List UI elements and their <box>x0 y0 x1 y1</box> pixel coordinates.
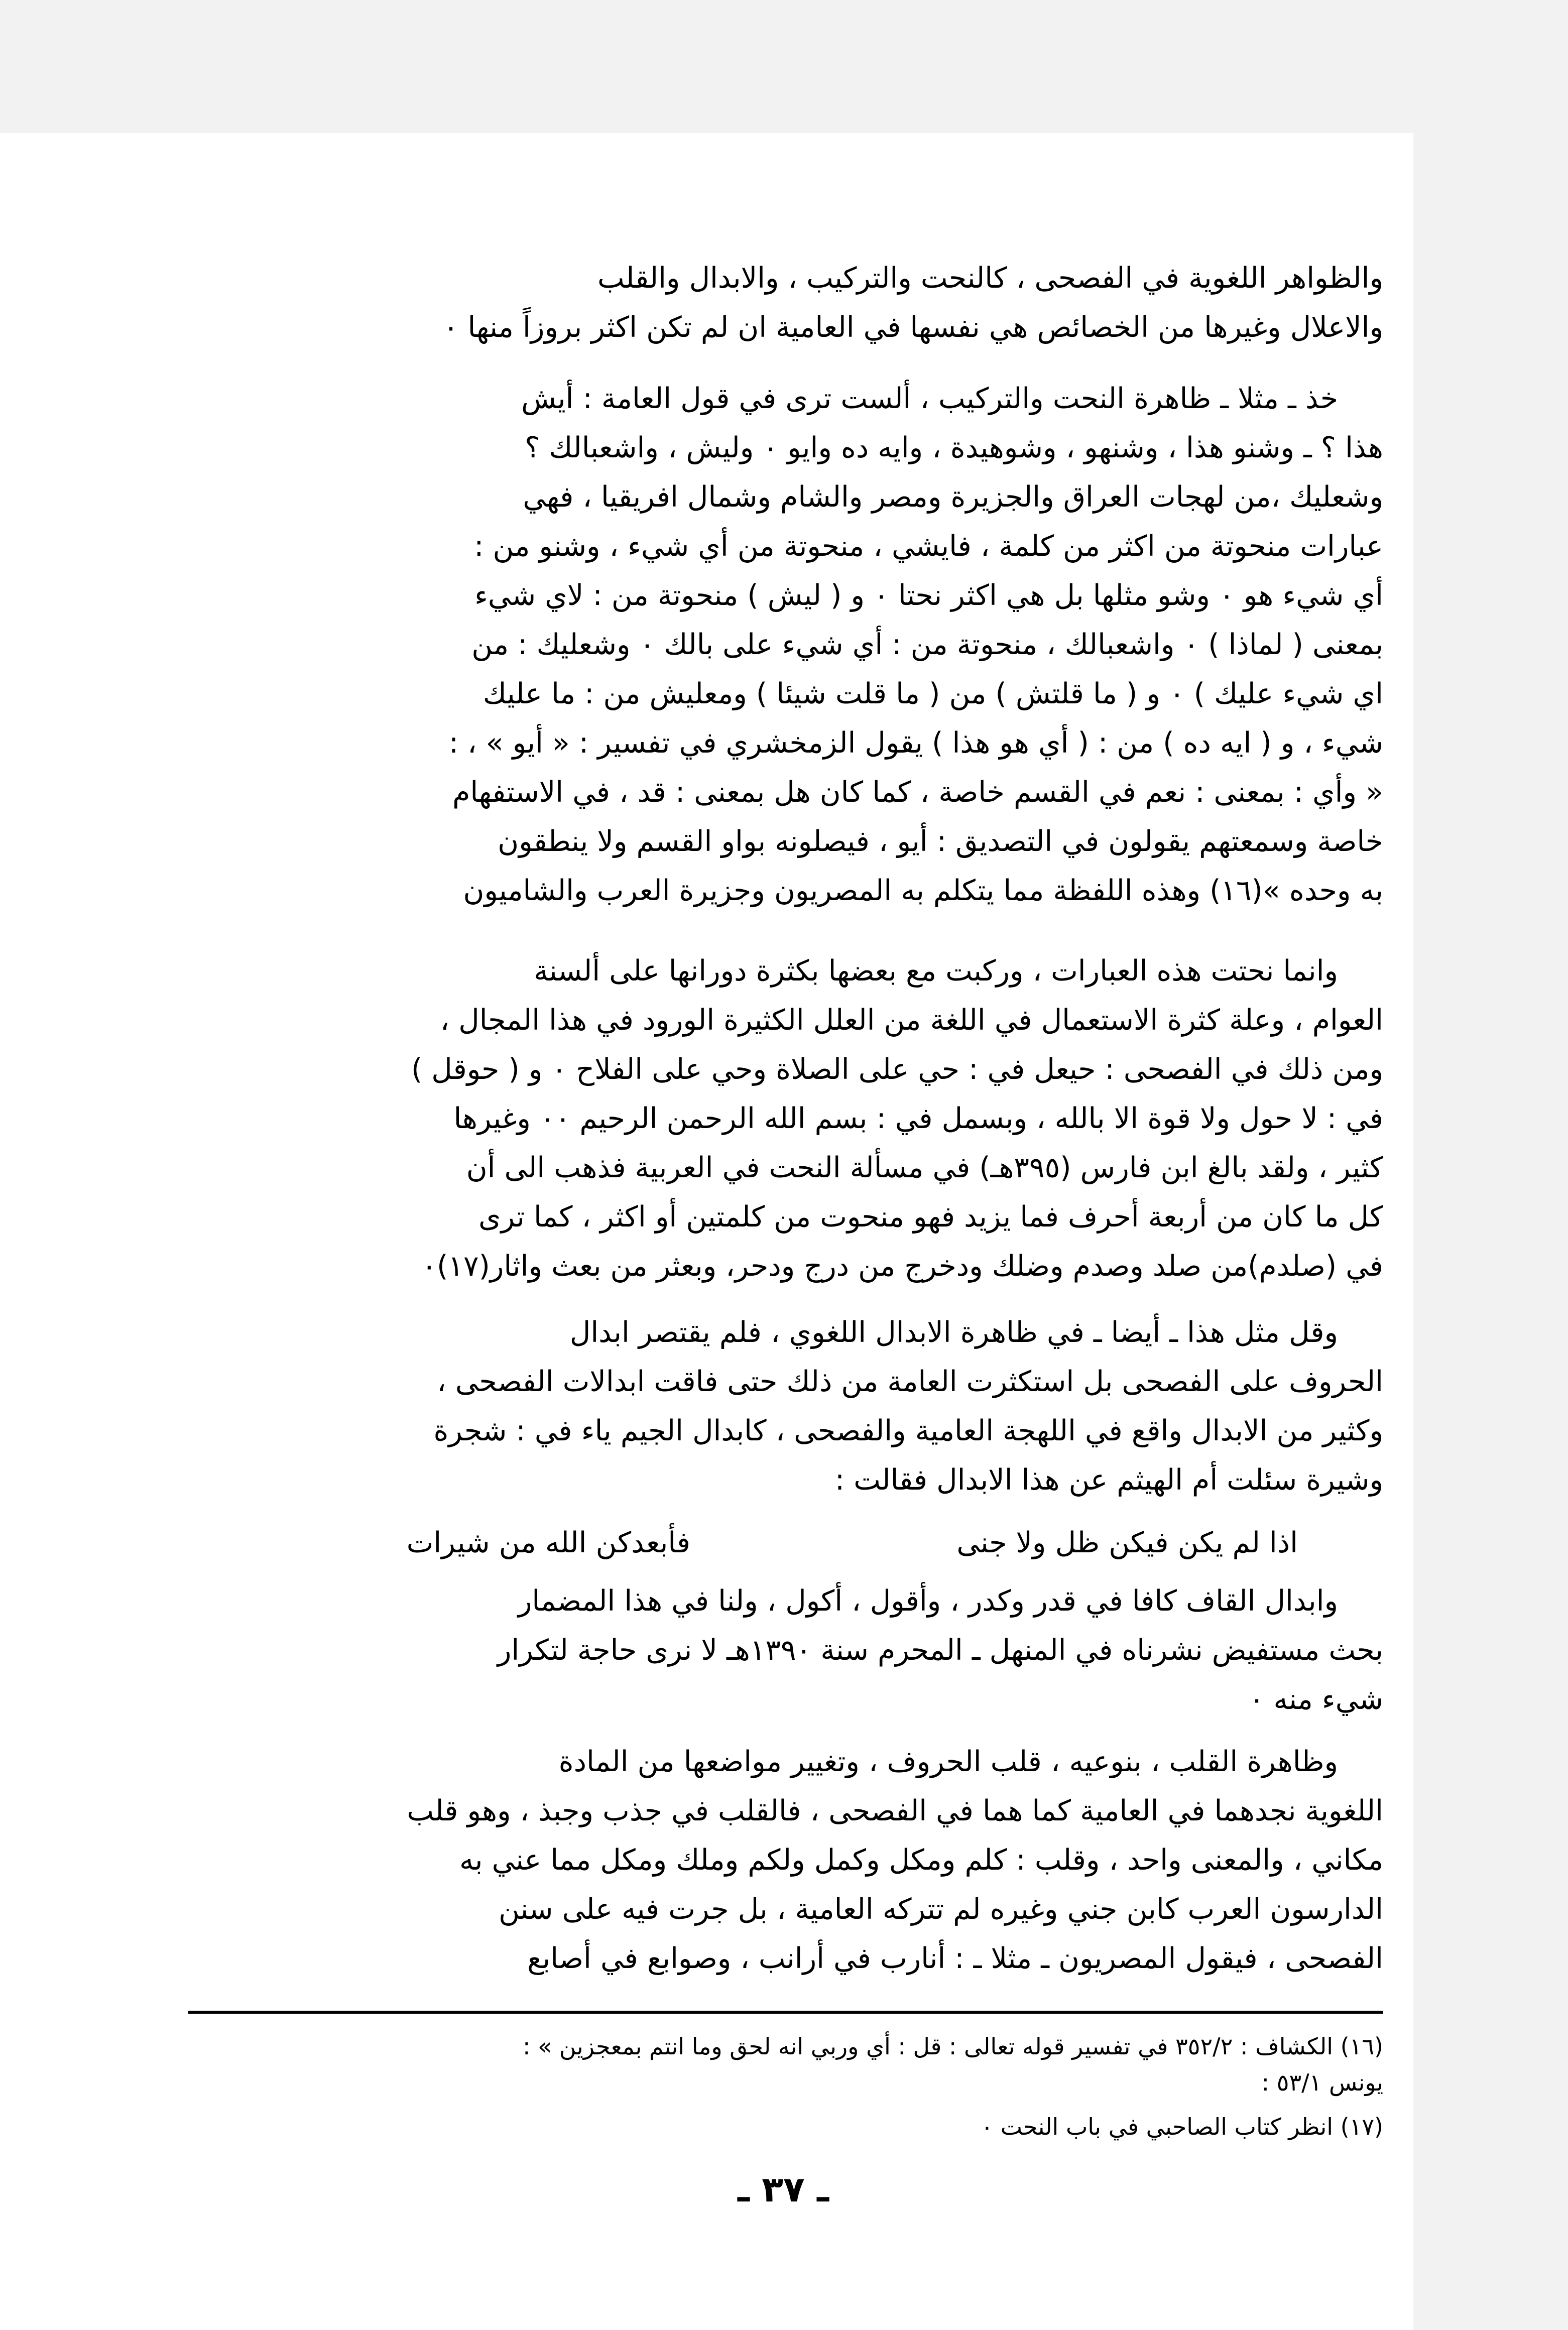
text-line: بحث مستفيض نشرناه في المنهل ـ المحرم سنة ١٣٩٠هـ لا نرى حاجة لتكرار <box>497 1634 1383 1667</box>
paragraph-3 <box>188 946 1383 1291</box>
text-line: أي شيء هو ٠ وشو مثلها بل هي اكثر نحتا ٠ و ( ليش ) منحوتة من : لاي شيء <box>474 579 1383 612</box>
text-line: كثير ، ولقد بالغ ابن فارس (٣٩٥هـ) في مسألة النحت في العربية فذهب الى أن <box>466 1151 1383 1184</box>
text-line: اللغوية نجدهما في العامية كما هما في الفصحى ، فالقلب في جذب وجبذ ، وهو قلب <box>407 1794 1383 1827</box>
paragraph-5 <box>188 1576 1383 1724</box>
text-line: « وأي : بمعنى : نعم في القسم خاصة ، كما كان هل بمعنى : قد ، في الاستفهام <box>452 776 1383 809</box>
text-line: بمعنى ( لماذا ) ٠ واشعبالك ، منحوتة من : أي شيء على بالك ٠ وشعليك : من <box>471 628 1383 661</box>
text-line: وانما نحتت هذه العبارات ، وركبت مع بعضها بكثرة دورانها على ألسنة <box>534 954 1338 988</box>
text-line: والظواهر اللغوية في الفصحى ، كالنحت والتركيب ، والابدال والقلب <box>597 262 1383 295</box>
text-line: شيء منه ٠ <box>1249 1683 1383 1716</box>
text-line: وظاهرة القلب ، بنوعيه ، قلب الحروف ، وتغيير مواضعها من المادة <box>558 1745 1338 1778</box>
text-line: عبارات منحوتة من اكثر من كلمة ، فايشي ، منحوتة من أي شيء ، وشنو من : <box>474 530 1383 563</box>
poetry-verse <box>188 1526 1343 1575</box>
footnote-line: (١٦) الكشاف : ٣٥٢/٢ في تفسير قوله تعالى : قل : أي وربي انه لحق وما انتم بمعجزين » : <box>523 2033 1383 2060</box>
scan-top-margin <box>0 0 1568 133</box>
text-line: وقل مثل هذا ـ أيضا ـ في ظاهرة الابدال اللغوي ، فلم يقتصر ابدال <box>569 1316 1338 1349</box>
text-line: العوام ، وعلة كثرة الاستعمال في اللغة من العلل الكثيرة الورود في هذا المجال ، <box>440 1004 1383 1037</box>
footnote-16 <box>188 2028 1383 2101</box>
text-line: خاصة وسمعتهم يقولون في التصديق : أيو ، فيصلونه بواو القسم ولا ينطقون <box>498 825 1383 858</box>
footnote-line: يونس ٥٣/١ : <box>1261 2069 1383 2096</box>
text-line: وابدال القاف كافا في قدر وكدر ، وأقول ، أكول ، ولنا في هذا المضمار <box>518 1584 1338 1618</box>
text-line: الدارسون العرب كابن جني وغيره لم تتركه العامية ، بل جرت فيه على سنن <box>499 1893 1383 1926</box>
text-line: في : لا حول ولا قوة الا بالله ، وبسمل في : بسم الله الرحمن الرحيم ٠٠ وغيرها <box>453 1102 1383 1135</box>
text-line: كل ما كان من أربعة أحرف فما يزيد فهو منحوت من كلمتين أو اكثر ، كما ترى <box>478 1200 1383 1234</box>
text-line: به وحده »(١٦) وهذه اللفظة مما يتكلم به المصريون وجزيرة العرب والشاميون <box>463 874 1383 907</box>
verse-first-hemistich: اذا لم يكن فيكن ظل ولا جنى <box>956 1526 1298 1559</box>
page-number: ـ ٣٧ ـ <box>737 2169 829 2210</box>
paragraph-2 <box>188 374 1383 915</box>
footnote-separator <box>188 2011 1383 2014</box>
text-line: اي شيء عليك ) ٠ و ( ما قلتش ) من ( ما قلت شيئا ) ومعليش من : ما عليك <box>483 677 1383 710</box>
text-line: وشعليك ،من لهجات العراق والجزيرة ومصر والشام وشمال افريقيا ، فهي <box>523 480 1383 514</box>
text-line: شيء ، و ( ايه ده ) من : ( أي هو هذا ) يقول الزمخشري في تفسير : « أيو » ، : <box>448 726 1383 760</box>
text-line: الحروف على الفصحى بل استكثرت العامة من ذلك حتى فاقت ابدالات الفصحى ، <box>437 1365 1383 1398</box>
scan-right-margin <box>1413 0 1568 2330</box>
text-line: وكثير من الابدال واقع في اللهجة العامية والفصحى ، كابدال الجيم ياء في : شجرة <box>433 1414 1383 1447</box>
paragraph-4 <box>188 1308 1383 1505</box>
text-line: خذ ـ مثلا ـ ظاهرة النحت والتركيب ، ألست ترى في قول العامة : أيش <box>521 382 1338 415</box>
text-line: الفصحى ، فيقول المصريون ـ مثلا ـ : أنارب في أرانب ، وصوابع في أصابع <box>527 1942 1383 1975</box>
paragraph-6 <box>188 1737 1383 1983</box>
text-line: هذا ؟ ـ وشنو هذا ، وشنهو ، وشوهيدة ، وايه ده وايو ٠ وليش ، واشعبالك ؟ <box>524 431 1383 464</box>
footnote-line: (١٧) انظر كتاب الصاحبي في باب النحت ٠ <box>981 2113 1383 2140</box>
verse-second-hemistich: فأبعدكن الله من شيرات <box>406 1526 690 1559</box>
footnote-17 <box>188 2109 1383 2145</box>
text-line: مكاني ، والمعنى واحد ، وقلب : كلم ومكل وكمل ولكم وملك ومكل مما عني به <box>459 1844 1383 1877</box>
text-line: والاعلال وغيرها من الخصائص هي نفسها في العامية ان لم تكن اكثر بروزاً منها ٠ <box>443 311 1383 344</box>
text-line: ومن ذلك في الفصحى : حيعل في : حي على الصلاة وحي على الفلاح ٠ و ( حوقل ) <box>411 1053 1383 1086</box>
text-line: وشيرة سئلت أم الهيثم عن هذا الابدال فقالت : <box>834 1463 1383 1497</box>
paragraph-1 <box>188 254 1383 352</box>
text-line: في (صلدم)من صلد وصدم وضلك ودخرج من درج ودحر، وبعثر من بعث واثار(١٧)٠ <box>421 1250 1383 1283</box>
